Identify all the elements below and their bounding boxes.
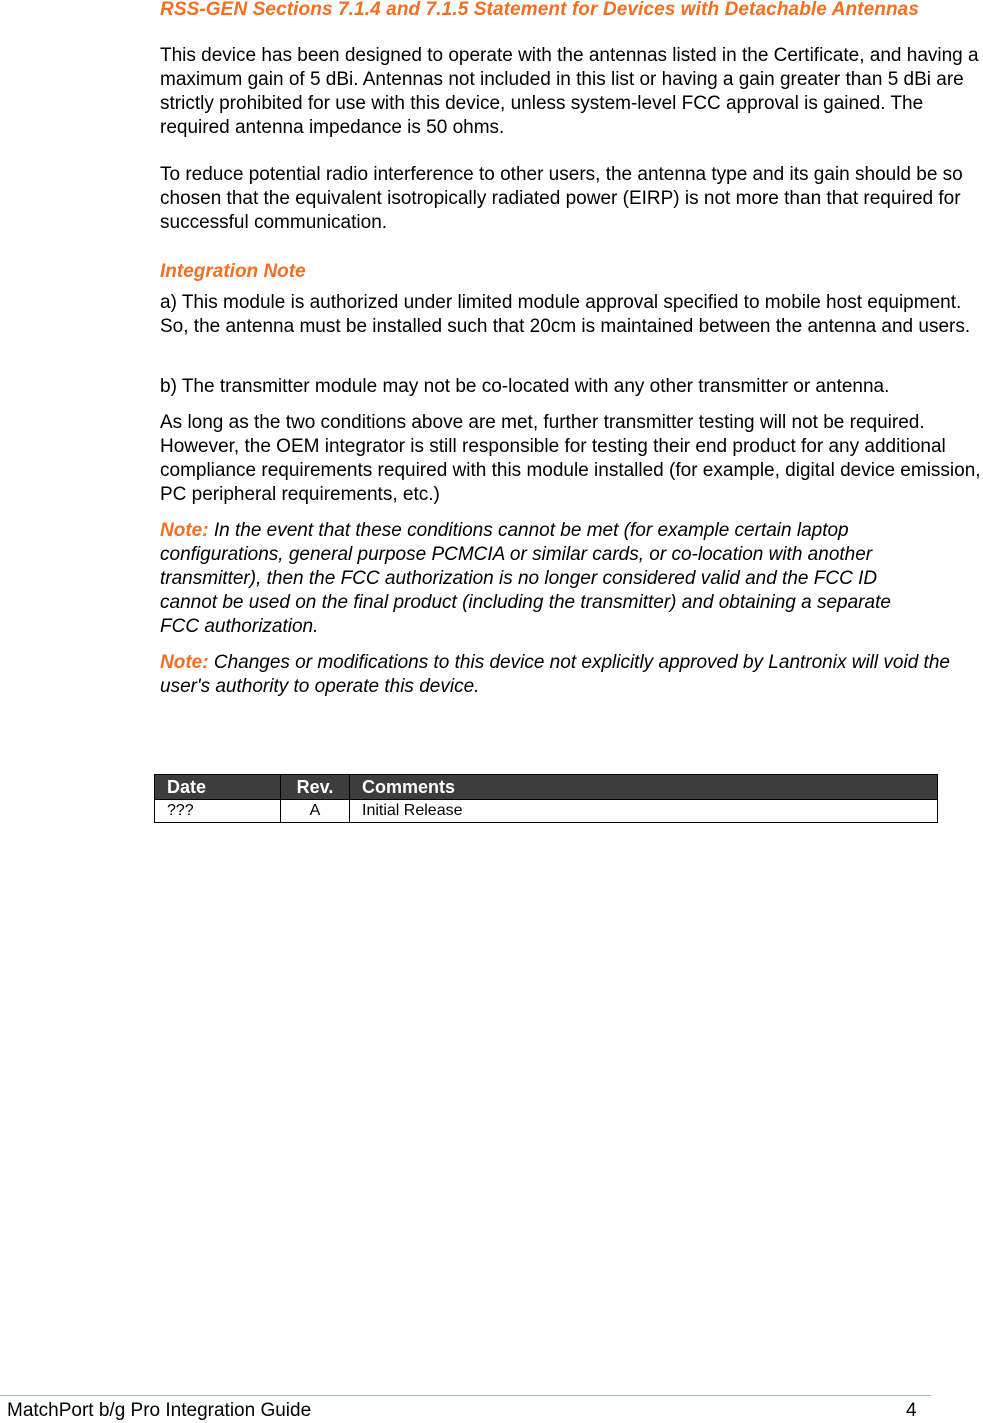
cell-date: ???	[155, 800, 281, 823]
table-header-row	[155, 775, 938, 800]
footer-divider	[0, 1395, 931, 1396]
antenna-paragraph: This device has been designed to operate with the antennas listed in the Certificate, and having a maximum gain of 5 dBi. Antennas not included in this list or having a gain greater than 5 dBi are strictly prohibited for use with this device, unless system-level FCC approval is gained. The required antenna impedance is 50 ohms.	[160, 45, 979, 138]
footer-title: MatchPort b/g Pro Integration Guide	[7, 1400, 312, 1421]
cell-comments: Initial Release	[350, 800, 938, 823]
note-text: In the event that these conditions cannot be met (for example certain laptop configurations, general purpose PCMCIA or similar cards, or co-location with another transmitter), then the FCC authorization is no longer considered valid and the FCC ID cannot be used on the final product (including the transmitter) and obtaining a separate FCC authorization.	[160, 520, 891, 637]
header-comments: Comments	[350, 775, 938, 800]
note-modifications	[160, 651, 982, 699]
page-number: 4	[906, 1400, 917, 1421]
table-row	[155, 800, 938, 823]
note-fcc-authorization	[160, 519, 900, 639]
section-heading: RSS-GEN Sections 7.1.4 and 7.1.5 Statement for Devices with Detachable Antennas	[160, 0, 919, 20]
note-text: Changes or modifications to this device not explicitly approved by Lantronix will void the user's authority to operate this device.	[160, 652, 950, 697]
interference-paragraph: To reduce potential radio interference to other users, the antenna type and its gain should be so chosen that the equivalent isotropically radiated power (EIRP) is not more than that required for successful communication.	[160, 164, 963, 233]
integration-note-heading: Integration Note	[160, 261, 306, 282]
integration-item-a: a) This module is authorized under limited module approval specified to mobile host equipment. So, the antenna must be installed such that 20cm is maintained between the antenna and users.	[160, 292, 971, 337]
header-rev: Rev.	[281, 775, 350, 800]
header-date: Date	[155, 775, 281, 800]
note-label: Note:	[160, 520, 209, 541]
revision-table	[154, 774, 938, 823]
note-label: Note:	[160, 652, 209, 673]
integration-paragraph: As long as the two conditions above are met, further transmitter testing will not be required. However, the OEM integrator is still responsible for testing their end product for any additional compliance requirements required with this module installed (for example, digital device emission, PC peripheral requirements, etc.)	[160, 412, 981, 505]
integration-item-b: b) The transmitter module may not be co-located with any other transmitter or antenna.	[160, 376, 890, 397]
cell-rev: A	[281, 800, 350, 823]
